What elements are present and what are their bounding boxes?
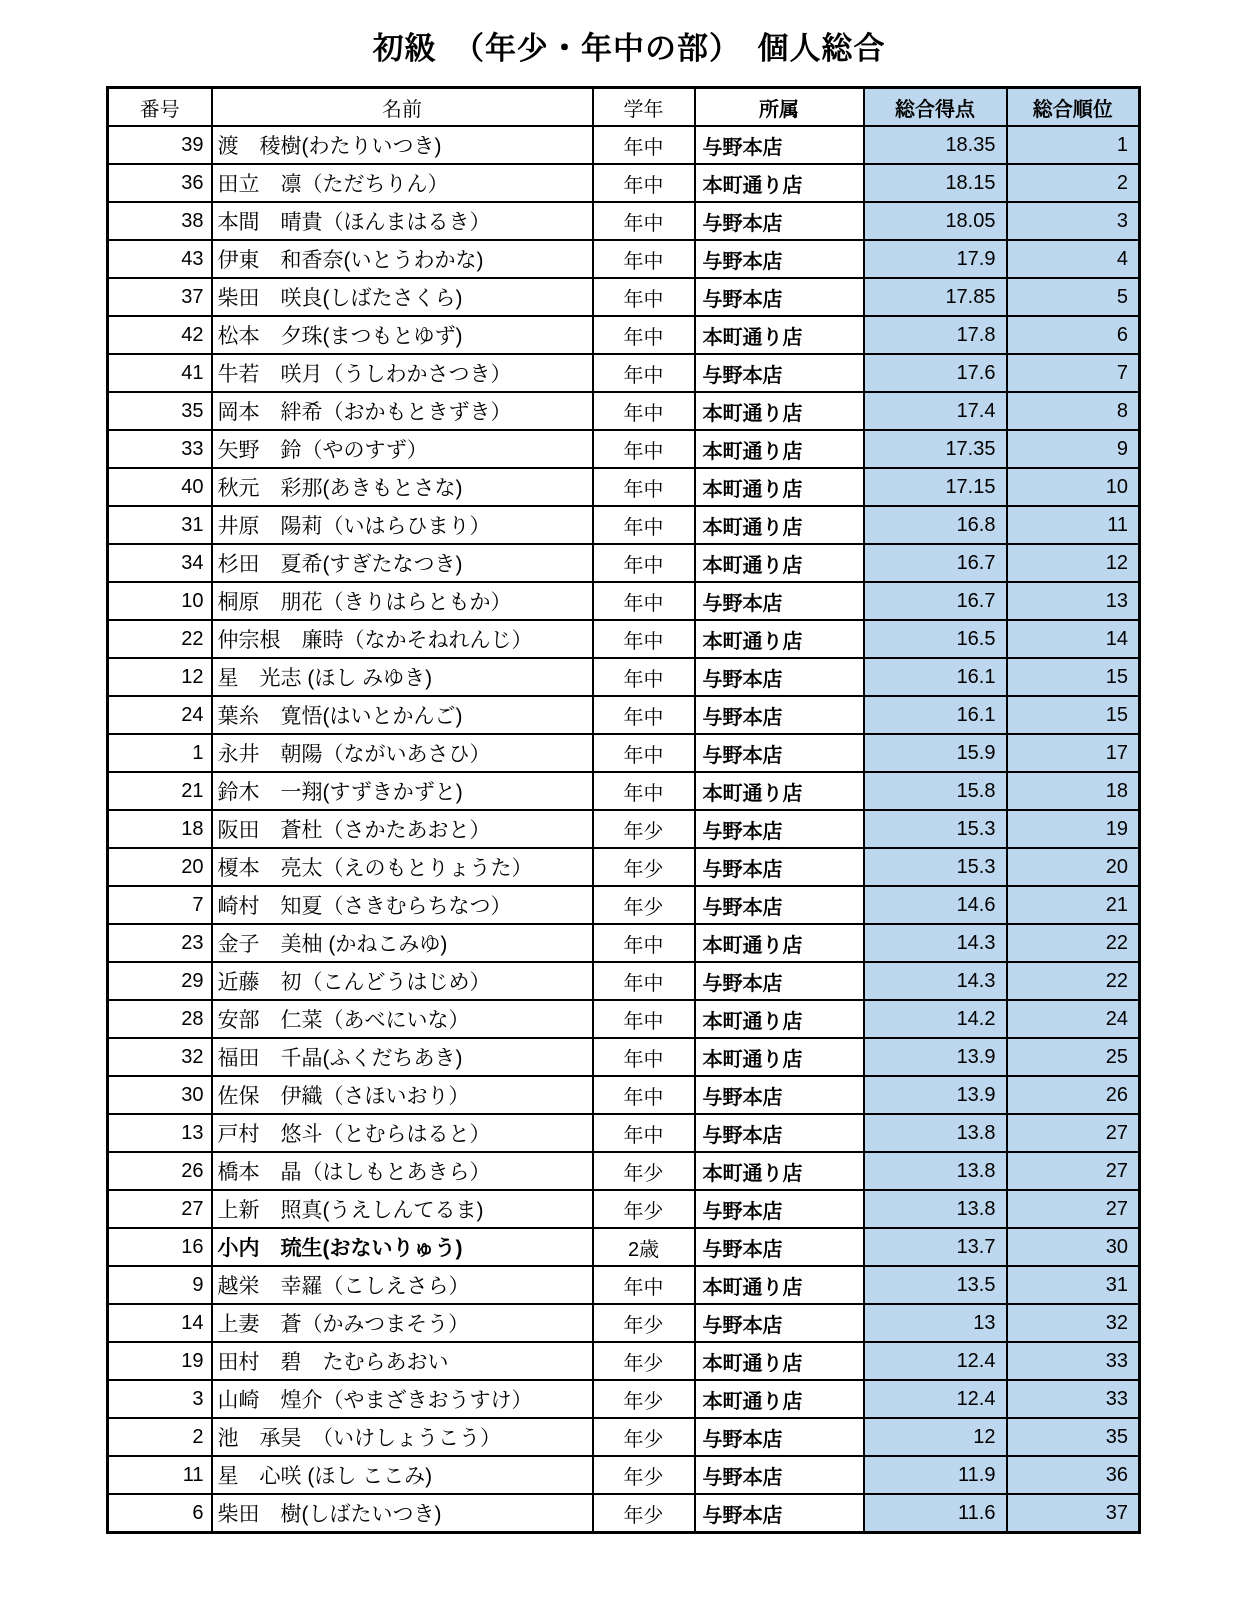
table-row bbox=[108, 1380, 1140, 1418]
affiliation-cell: 本町通り店 bbox=[695, 1152, 864, 1190]
name-cell: 上妻 蒼（かみつまそう） bbox=[212, 1304, 593, 1342]
rank-cell: 32 bbox=[1007, 1304, 1140, 1342]
score-cell: 16.8 bbox=[864, 506, 1007, 544]
affiliation-cell: 与野本店 bbox=[695, 1114, 864, 1152]
table-row bbox=[108, 1266, 1140, 1304]
name-cell: 阪田 蒼杜（さかたあおと） bbox=[212, 810, 593, 848]
number-cell: 16 bbox=[108, 1228, 212, 1266]
number-cell: 2 bbox=[108, 1418, 212, 1456]
score-cell: 18.05 bbox=[864, 202, 1007, 240]
name-cell: 田村 碧 たむらあおい bbox=[212, 1342, 593, 1380]
grade-cell: 2歳 bbox=[593, 1228, 695, 1266]
rank-cell: 5 bbox=[1007, 278, 1140, 316]
rank-cell: 27 bbox=[1007, 1190, 1140, 1228]
rank-cell: 33 bbox=[1007, 1342, 1140, 1380]
table-row bbox=[108, 240, 1140, 278]
affiliation-cell: 与野本店 bbox=[695, 1418, 864, 1456]
rank-cell: 26 bbox=[1007, 1076, 1140, 1114]
grade-cell: 年中 bbox=[593, 430, 695, 468]
affiliation-cell: 与野本店 bbox=[695, 1228, 864, 1266]
affiliation-cell: 与野本店 bbox=[695, 354, 864, 392]
name-cell: 星 心咲 (ほし ここみ) bbox=[212, 1456, 593, 1494]
score-cell: 15.9 bbox=[864, 734, 1007, 772]
rank-cell: 8 bbox=[1007, 392, 1140, 430]
number-cell: 7 bbox=[108, 886, 212, 924]
name-cell: 井原 陽莉（いはらひまり） bbox=[212, 506, 593, 544]
rank-cell: 6 bbox=[1007, 316, 1140, 354]
header-number: 番号 bbox=[108, 88, 212, 127]
table-row bbox=[108, 544, 1140, 582]
rank-cell: 15 bbox=[1007, 696, 1140, 734]
rank-cell: 9 bbox=[1007, 430, 1140, 468]
table-row bbox=[108, 696, 1140, 734]
grade-cell: 年中 bbox=[593, 1266, 695, 1304]
score-cell: 18.15 bbox=[864, 164, 1007, 202]
grade-cell: 年少 bbox=[593, 1342, 695, 1380]
score-cell: 15.3 bbox=[864, 848, 1007, 886]
name-cell: 杉田 夏希(すぎたなつき) bbox=[212, 544, 593, 582]
affiliation-cell: 本町通り店 bbox=[695, 506, 864, 544]
rank-cell: 15 bbox=[1007, 658, 1140, 696]
rank-cell: 13 bbox=[1007, 582, 1140, 620]
table-header bbox=[108, 88, 1140, 127]
rank-cell: 12 bbox=[1007, 544, 1140, 582]
rank-cell: 3 bbox=[1007, 202, 1140, 240]
grade-cell: 年中 bbox=[593, 734, 695, 772]
table-row bbox=[108, 1000, 1140, 1038]
name-cell: 近藤 初（こんどうはじめ） bbox=[212, 962, 593, 1000]
header-total-score: 総合得点 bbox=[864, 88, 1007, 127]
grade-cell: 年中 bbox=[593, 164, 695, 202]
score-cell: 16.1 bbox=[864, 658, 1007, 696]
name-cell: 佐保 伊織（さほいおり） bbox=[212, 1076, 593, 1114]
name-cell: 仲宗根 廉時（なかそねれんじ） bbox=[212, 620, 593, 658]
affiliation-cell: 本町通り店 bbox=[695, 164, 864, 202]
rank-cell: 36 bbox=[1007, 1456, 1140, 1494]
name-cell: 田立 凛（ただちりん） bbox=[212, 164, 593, 202]
number-cell: 19 bbox=[108, 1342, 212, 1380]
table-row bbox=[108, 1228, 1140, 1266]
number-cell: 39 bbox=[108, 126, 212, 164]
name-cell: 星 光志 (ほし みゆき) bbox=[212, 658, 593, 696]
score-cell: 13 bbox=[864, 1304, 1007, 1342]
score-cell: 13.8 bbox=[864, 1114, 1007, 1152]
name-cell: 秋元 彩那(あきもとさな) bbox=[212, 468, 593, 506]
score-cell: 17.85 bbox=[864, 278, 1007, 316]
affiliation-cell: 与野本店 bbox=[695, 240, 864, 278]
table-row bbox=[108, 1456, 1140, 1494]
score-cell: 17.4 bbox=[864, 392, 1007, 430]
results-table bbox=[106, 86, 1141, 1534]
number-cell: 35 bbox=[108, 392, 212, 430]
number-cell: 42 bbox=[108, 316, 212, 354]
score-cell: 13.5 bbox=[864, 1266, 1007, 1304]
score-cell: 13.8 bbox=[864, 1152, 1007, 1190]
rank-cell: 22 bbox=[1007, 962, 1140, 1000]
grade-cell: 年中 bbox=[593, 278, 695, 316]
rank-cell: 25 bbox=[1007, 1038, 1140, 1076]
rank-cell: 22 bbox=[1007, 924, 1140, 962]
rank-cell: 35 bbox=[1007, 1418, 1140, 1456]
number-cell: 14 bbox=[108, 1304, 212, 1342]
score-cell: 18.35 bbox=[864, 126, 1007, 164]
grade-cell: 年少 bbox=[593, 848, 695, 886]
affiliation-cell: 与野本店 bbox=[695, 202, 864, 240]
number-cell: 28 bbox=[108, 1000, 212, 1038]
grade-cell: 年中 bbox=[593, 392, 695, 430]
score-cell: 15.3 bbox=[864, 810, 1007, 848]
grade-cell: 年少 bbox=[593, 886, 695, 924]
score-cell: 16.5 bbox=[864, 620, 1007, 658]
name-cell: 伊東 和香奈(いとうわかな) bbox=[212, 240, 593, 278]
name-cell: 戸村 悠斗（とむらはると） bbox=[212, 1114, 593, 1152]
score-cell: 17.35 bbox=[864, 430, 1007, 468]
number-cell: 37 bbox=[108, 278, 212, 316]
name-cell: 橋本 晶（はしもとあきら） bbox=[212, 1152, 593, 1190]
score-cell: 12 bbox=[864, 1418, 1007, 1456]
affiliation-cell: 本町通り店 bbox=[695, 468, 864, 506]
table-row bbox=[108, 1342, 1140, 1380]
number-cell: 21 bbox=[108, 772, 212, 810]
table-row bbox=[108, 468, 1140, 506]
grade-cell: 年中 bbox=[593, 126, 695, 164]
affiliation-cell: 与野本店 bbox=[695, 582, 864, 620]
grade-cell: 年中 bbox=[593, 240, 695, 278]
rank-cell: 2 bbox=[1007, 164, 1140, 202]
number-cell: 38 bbox=[108, 202, 212, 240]
rank-cell: 27 bbox=[1007, 1114, 1140, 1152]
affiliation-cell: 与野本店 bbox=[695, 1190, 864, 1228]
number-cell: 30 bbox=[108, 1076, 212, 1114]
number-cell: 43 bbox=[108, 240, 212, 278]
number-cell: 40 bbox=[108, 468, 212, 506]
affiliation-cell: 本町通り店 bbox=[695, 316, 864, 354]
table-row bbox=[108, 1494, 1140, 1533]
grade-cell: 年中 bbox=[593, 1038, 695, 1076]
grade-cell: 年少 bbox=[593, 1418, 695, 1456]
rank-cell: 11 bbox=[1007, 506, 1140, 544]
table-row bbox=[108, 430, 1140, 468]
score-cell: 11.9 bbox=[864, 1456, 1007, 1494]
name-cell: 柴田 樹(しばたいつき) bbox=[212, 1494, 593, 1533]
rank-cell: 10 bbox=[1007, 468, 1140, 506]
rank-cell: 19 bbox=[1007, 810, 1140, 848]
score-cell: 13.9 bbox=[864, 1038, 1007, 1076]
affiliation-cell: 与野本店 bbox=[695, 1076, 864, 1114]
score-cell: 11.6 bbox=[864, 1494, 1007, 1533]
number-cell: 33 bbox=[108, 430, 212, 468]
table-row bbox=[108, 202, 1140, 240]
name-cell: 柴田 咲良(しばたさくら) bbox=[212, 278, 593, 316]
grade-cell: 年少 bbox=[593, 1380, 695, 1418]
rank-cell: 14 bbox=[1007, 620, 1140, 658]
table-row bbox=[108, 1418, 1140, 1456]
table-row bbox=[108, 1114, 1140, 1152]
table-row bbox=[108, 658, 1140, 696]
affiliation-cell: 与野本店 bbox=[695, 962, 864, 1000]
grade-cell: 年中 bbox=[593, 316, 695, 354]
page-title: 初級 （年少・年中の部） 個人総合 bbox=[372, 31, 886, 66]
affiliation-cell: 本町通り店 bbox=[695, 1000, 864, 1038]
affiliation-cell: 本町通り店 bbox=[695, 772, 864, 810]
table-row bbox=[108, 354, 1140, 392]
score-cell: 16.1 bbox=[864, 696, 1007, 734]
affiliation-cell: 本町通り店 bbox=[695, 1380, 864, 1418]
score-cell: 13.7 bbox=[864, 1228, 1007, 1266]
affiliation-cell: 与野本店 bbox=[695, 658, 864, 696]
score-cell: 15.8 bbox=[864, 772, 1007, 810]
grade-cell: 年中 bbox=[593, 772, 695, 810]
rank-cell: 20 bbox=[1007, 848, 1140, 886]
name-cell: 桐原 朋花（きりはらともか） bbox=[212, 582, 593, 620]
number-cell: 26 bbox=[108, 1152, 212, 1190]
score-cell: 12.4 bbox=[864, 1342, 1007, 1380]
affiliation-cell: 与野本店 bbox=[695, 848, 864, 886]
number-cell: 34 bbox=[108, 544, 212, 582]
rank-cell: 37 bbox=[1007, 1494, 1140, 1533]
name-cell: 鈴木 一翔(すずきかずと) bbox=[212, 772, 593, 810]
table-row bbox=[108, 1038, 1140, 1076]
name-cell: 福田 千晶(ふくだちあき) bbox=[212, 1038, 593, 1076]
results-tbody bbox=[108, 126, 1140, 1533]
affiliation-cell: 本町通り店 bbox=[695, 544, 864, 582]
name-cell: 榎本 亮太（えのもとりょうた） bbox=[212, 848, 593, 886]
rank-cell: 30 bbox=[1007, 1228, 1140, 1266]
number-cell: 3 bbox=[108, 1380, 212, 1418]
name-cell: 牛若 咲月（うしわかさつき） bbox=[212, 354, 593, 392]
score-cell: 12.4 bbox=[864, 1380, 1007, 1418]
score-cell: 14.2 bbox=[864, 1000, 1007, 1038]
table-row bbox=[108, 582, 1140, 620]
table-row bbox=[108, 1190, 1140, 1228]
table-row bbox=[108, 1152, 1140, 1190]
number-cell: 20 bbox=[108, 848, 212, 886]
name-cell: 永井 朝陽（ながいあさひ） bbox=[212, 734, 593, 772]
score-cell: 17.15 bbox=[864, 468, 1007, 506]
grade-cell: 年中 bbox=[593, 962, 695, 1000]
name-cell: 池 承昊 （いけしょうこう） bbox=[212, 1418, 593, 1456]
number-cell: 11 bbox=[108, 1456, 212, 1494]
rank-cell: 27 bbox=[1007, 1152, 1140, 1190]
affiliation-cell: 与野本店 bbox=[695, 734, 864, 772]
rank-cell: 33 bbox=[1007, 1380, 1140, 1418]
number-cell: 24 bbox=[108, 696, 212, 734]
name-cell: 岡本 絆希（おかもときずき） bbox=[212, 392, 593, 430]
number-cell: 29 bbox=[108, 962, 212, 1000]
table-row bbox=[108, 126, 1140, 164]
table-row bbox=[108, 316, 1140, 354]
rank-cell: 1 bbox=[1007, 126, 1140, 164]
number-cell: 1 bbox=[108, 734, 212, 772]
number-cell: 6 bbox=[108, 1494, 212, 1533]
affiliation-cell: 与野本店 bbox=[695, 278, 864, 316]
grade-cell: 年中 bbox=[593, 506, 695, 544]
score-cell: 14.3 bbox=[864, 962, 1007, 1000]
score-cell: 14.3 bbox=[864, 924, 1007, 962]
rank-cell: 7 bbox=[1007, 354, 1140, 392]
grade-cell: 年中 bbox=[593, 202, 695, 240]
table-row bbox=[108, 962, 1140, 1000]
grade-cell: 年少 bbox=[593, 1190, 695, 1228]
name-cell: 小内 琉生(おないりゅう) bbox=[212, 1228, 593, 1266]
number-cell: 27 bbox=[108, 1190, 212, 1228]
table-row bbox=[108, 1076, 1140, 1114]
table-row bbox=[108, 620, 1140, 658]
number-cell: 41 bbox=[108, 354, 212, 392]
grade-cell: 年中 bbox=[593, 1000, 695, 1038]
affiliation-cell: 与野本店 bbox=[695, 1304, 864, 1342]
rank-cell: 31 bbox=[1007, 1266, 1140, 1304]
score-cell: 14.6 bbox=[864, 886, 1007, 924]
table-row bbox=[108, 164, 1140, 202]
name-cell: 矢野 鈴（やのすず） bbox=[212, 430, 593, 468]
number-cell: 22 bbox=[108, 620, 212, 658]
table-row bbox=[108, 810, 1140, 848]
grade-cell: 年中 bbox=[593, 544, 695, 582]
name-cell: 崎村 知夏（さきむらちなつ） bbox=[212, 886, 593, 924]
score-cell: 13.9 bbox=[864, 1076, 1007, 1114]
affiliation-cell: 与野本店 bbox=[695, 126, 864, 164]
name-cell: 山崎 煌介（やまざきおうすけ） bbox=[212, 1380, 593, 1418]
grade-cell: 年少 bbox=[593, 1494, 695, 1533]
score-cell: 13.8 bbox=[864, 1190, 1007, 1228]
table-row bbox=[108, 392, 1140, 430]
rank-cell: 17 bbox=[1007, 734, 1140, 772]
number-cell: 13 bbox=[108, 1114, 212, 1152]
grade-cell: 年中 bbox=[593, 658, 695, 696]
rank-cell: 18 bbox=[1007, 772, 1140, 810]
table-row bbox=[108, 734, 1140, 772]
affiliation-cell: 与野本店 bbox=[695, 1456, 864, 1494]
number-cell: 36 bbox=[108, 164, 212, 202]
score-cell: 17.8 bbox=[864, 316, 1007, 354]
number-cell: 18 bbox=[108, 810, 212, 848]
table-row bbox=[108, 506, 1140, 544]
affiliation-cell: 与野本店 bbox=[695, 696, 864, 734]
grade-cell: 年中 bbox=[593, 354, 695, 392]
score-cell: 17.6 bbox=[864, 354, 1007, 392]
name-cell: 上新 照真(うえしんてるま) bbox=[212, 1190, 593, 1228]
grade-cell: 年少 bbox=[593, 1152, 695, 1190]
rank-cell: 24 bbox=[1007, 1000, 1140, 1038]
grade-cell: 年中 bbox=[593, 582, 695, 620]
table-row bbox=[108, 848, 1140, 886]
header-name: 名前 bbox=[212, 88, 593, 127]
number-cell: 31 bbox=[108, 506, 212, 544]
number-cell: 12 bbox=[108, 658, 212, 696]
affiliation-cell: 本町通り店 bbox=[695, 620, 864, 658]
rank-cell: 21 bbox=[1007, 886, 1140, 924]
header-total-rank: 総合順位 bbox=[1007, 88, 1140, 127]
number-cell: 23 bbox=[108, 924, 212, 962]
name-cell: 越栄 幸羅（こしえさら） bbox=[212, 1266, 593, 1304]
table-row bbox=[108, 886, 1140, 924]
table-row bbox=[108, 1304, 1140, 1342]
affiliation-cell: 本町通り店 bbox=[695, 392, 864, 430]
affiliation-cell: 与野本店 bbox=[695, 1494, 864, 1533]
score-cell: 16.7 bbox=[864, 582, 1007, 620]
name-cell: 葉糸 寛悟(はいとかんご) bbox=[212, 696, 593, 734]
number-cell: 10 bbox=[108, 582, 212, 620]
score-cell: 16.7 bbox=[864, 544, 1007, 582]
header-affiliation: 所属 bbox=[695, 88, 864, 127]
affiliation-cell: 与野本店 bbox=[695, 810, 864, 848]
name-cell: 金子 美柚 (かねこみゆ) bbox=[212, 924, 593, 962]
grade-cell: 年中 bbox=[593, 924, 695, 962]
score-cell: 17.9 bbox=[864, 240, 1007, 278]
affiliation-cell: 本町通り店 bbox=[695, 1038, 864, 1076]
header-grade: 学年 bbox=[593, 88, 695, 127]
grade-cell: 年中 bbox=[593, 1076, 695, 1114]
name-cell: 本間 晴貴（ほんまはるき） bbox=[212, 202, 593, 240]
table-row bbox=[108, 772, 1140, 810]
table-row bbox=[108, 278, 1140, 316]
grade-cell: 年少 bbox=[593, 810, 695, 848]
grade-cell: 年少 bbox=[593, 1456, 695, 1494]
affiliation-cell: 本町通り店 bbox=[695, 1342, 864, 1380]
affiliation-cell: 本町通り店 bbox=[695, 430, 864, 468]
grade-cell: 年中 bbox=[593, 468, 695, 506]
name-cell: 安部 仁菜（あべにいな） bbox=[212, 1000, 593, 1038]
header-row bbox=[108, 88, 1140, 127]
grade-cell: 年中 bbox=[593, 696, 695, 734]
grade-cell: 年中 bbox=[593, 620, 695, 658]
rank-cell: 4 bbox=[1007, 240, 1140, 278]
number-cell: 9 bbox=[108, 1266, 212, 1304]
grade-cell: 年中 bbox=[593, 1114, 695, 1152]
table-row bbox=[108, 924, 1140, 962]
affiliation-cell: 本町通り店 bbox=[695, 1266, 864, 1304]
name-cell: 松本 夕珠(まつもとゆず) bbox=[212, 316, 593, 354]
name-cell: 渡 稜樹(わたりいつき) bbox=[212, 126, 593, 164]
number-cell: 32 bbox=[108, 1038, 212, 1076]
affiliation-cell: 本町通り店 bbox=[695, 924, 864, 962]
grade-cell: 年少 bbox=[593, 1304, 695, 1342]
affiliation-cell: 与野本店 bbox=[695, 886, 864, 924]
